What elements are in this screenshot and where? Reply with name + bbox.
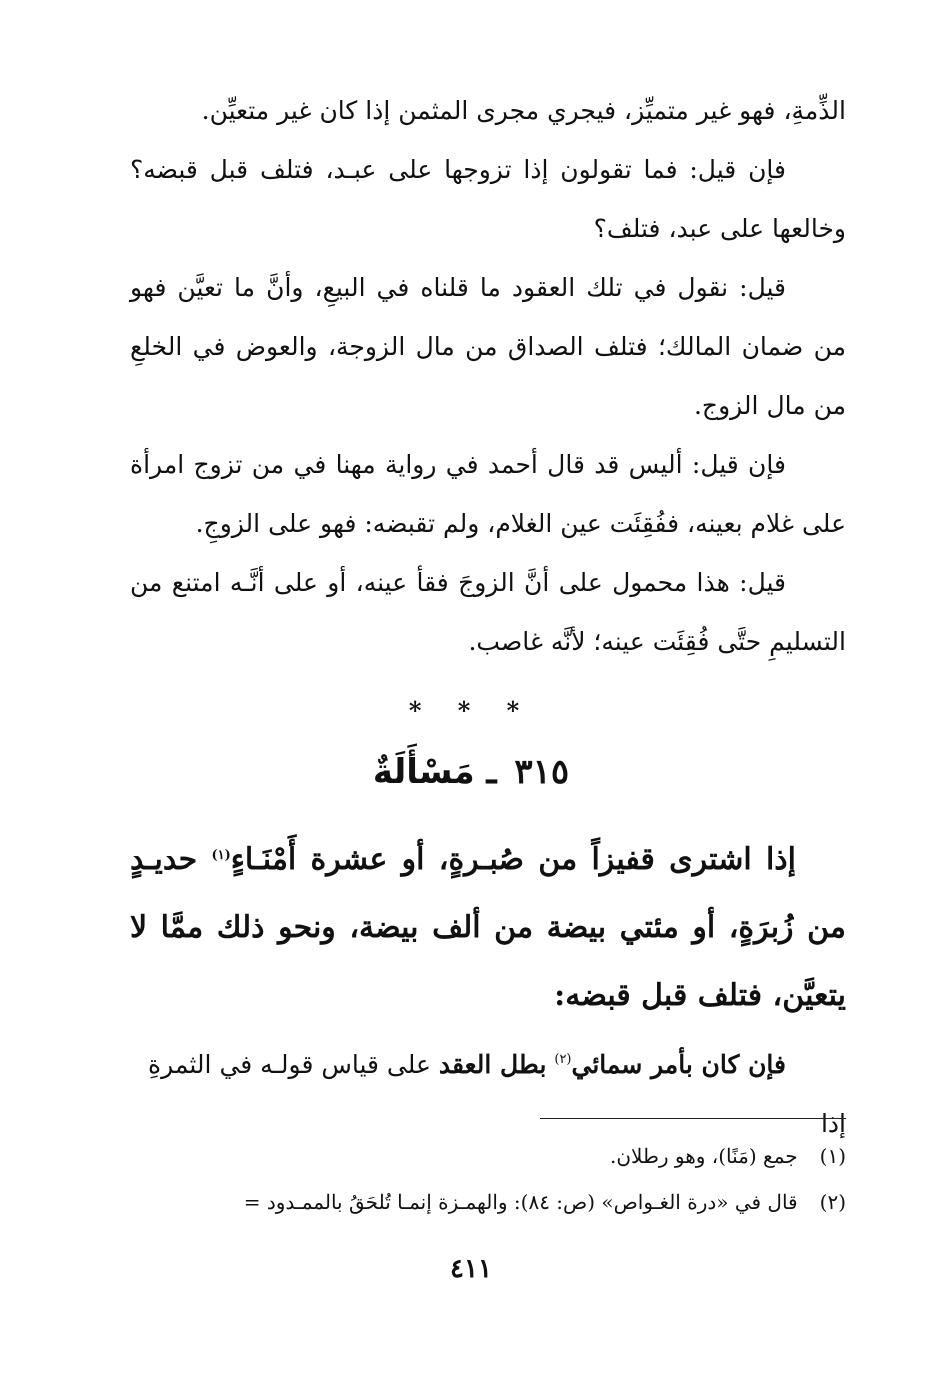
answer-rest: على قياس قولـه في الثمرةِ إذا	[148, 1050, 846, 1138]
issue-text-part1: إذا اشترى قفيزاً من صُبـرةٍ، أو عشرة أَمْنَـاءٍ	[230, 842, 796, 877]
answer-block	[130, 1030, 846, 1153]
footnotes	[130, 1140, 846, 1218]
footnote-number: (١)	[819, 1144, 846, 1168]
footnote-text: جمع (مَنًا)، وهو رطلان.	[609, 1144, 798, 1168]
footnote-number: (٢)	[819, 1190, 846, 1214]
section-heading	[0, 752, 942, 792]
heading-word: مَسْأَلَةٌ	[372, 752, 475, 792]
heading-dash: ـ	[486, 752, 497, 792]
answer-bold-mid: بطل العقد	[438, 1050, 547, 1079]
answer-bold-start: فإن كان بأمر سمائي	[571, 1050, 786, 1079]
footnote-text: قال في «درة الغـواص» (ص: ٨٤): والهمـزة إنمـا تُلحَقُ بالممـدود =	[243, 1190, 798, 1214]
footnote-ref-1: (١)	[211, 848, 231, 863]
paragraph: الذِّمةِ، فهو غير متميِّز، فيجري مجرى المثمن إذا كان غير متعيِّن.	[201, 96, 846, 125]
footnote-ref-2: (٢)	[554, 1052, 572, 1067]
paragraph: فإن قيل: فما تقولون إذا تزوجها على عبـد، فتلف قبل قبضه؟ وخالعها على عبد، فتلف؟	[130, 155, 846, 243]
section-separator: * * *	[408, 696, 534, 725]
issue-text	[130, 822, 846, 1030]
footnote-divider	[540, 1118, 846, 1119]
answer-text	[130, 1030, 846, 1153]
issue-statement	[130, 822, 846, 1030]
footnote	[130, 1186, 846, 1218]
paragraph: قيل: هذا محمول على أنَّ الزوجَ فقأ عينه، أو على أنَّـه امتنع من التسليمِ حتَّى فُقِئَت عينه؛ لأنَّه غاصب.	[130, 568, 846, 656]
paragraph: قيل: نقول في تلك العقود ما قلناه في البيعِ، وأنَّ ما تعيَّن فهو من ضمان المالك؛ فتلف الصداق من مال الزوجة، والعوض في الخلعِ من مال الزوج.	[130, 273, 846, 420]
page-number: ٤١١	[450, 1254, 492, 1284]
section-number: ٣١٥	[514, 752, 570, 792]
paragraph: فإن قيل: أليس قد قال أحمد في رواية مهنا في من تزوج امرأة على غلام بعينه، ففُقِئَت عين الغلام، ولم تقبضه: فهو على الزوجِ.	[130, 450, 846, 538]
issue-text-part2: حديـدٍ من زُبرَةٍ، أو مئتي بيضة من ألف بيضة، ونحو ذلك ممَّا لا يتعيَّن، فتلف قبل قبضه:	[130, 842, 846, 1013]
body-text	[130, 81, 846, 671]
footnote	[130, 1140, 846, 1172]
